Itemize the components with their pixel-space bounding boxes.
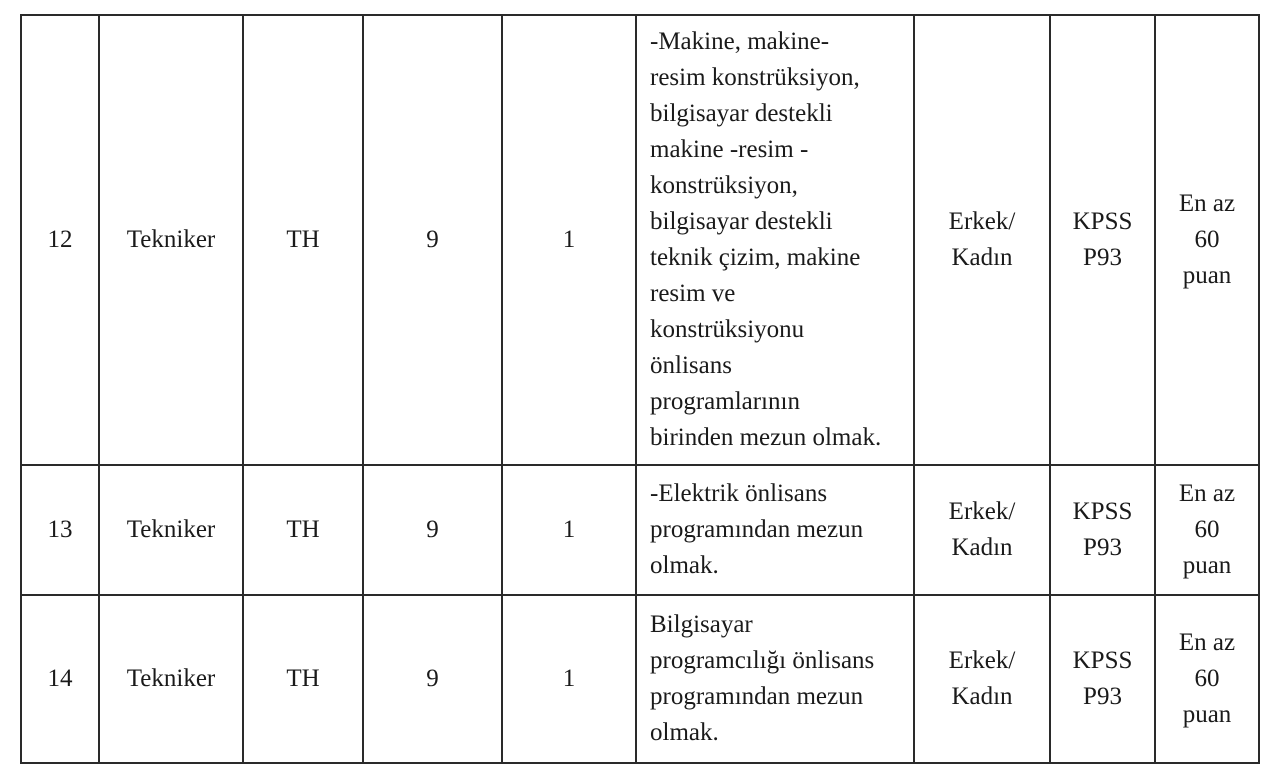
table-row [21, 595, 1259, 763]
gender-line: Kadın [951, 534, 1013, 561]
min-score-line: puan [1182, 701, 1232, 728]
class-cell: TH [243, 465, 363, 595]
min-score-cell [1155, 595, 1259, 763]
position-table [20, 14, 1260, 764]
row-number-cell: 14 [21, 595, 99, 763]
gender-cell [914, 15, 1050, 465]
exam-cell [1050, 15, 1155, 465]
grade-cell: 9 [363, 595, 502, 763]
count-cell: 1 [502, 595, 636, 763]
qualification-cell [636, 595, 914, 763]
count-cell: 1 [502, 465, 636, 595]
min-score-cell [1155, 15, 1259, 465]
table-row [21, 15, 1259, 465]
qualification-line: programcılığı önlisans [650, 647, 875, 674]
gender-cell [914, 595, 1050, 763]
qualification-line: makine -resim - [650, 136, 809, 163]
gender-line: Kadın [951, 683, 1013, 710]
qualification-line: konstrüksiyon, [650, 172, 798, 199]
exam-line: P93 [1083, 534, 1122, 561]
qualification-line: birinden mezun olmak. [650, 424, 882, 451]
gender-cell [914, 465, 1050, 595]
qualification-cell [636, 465, 914, 595]
min-score-line: puan [1182, 262, 1232, 289]
min-score-line: 60 [1194, 226, 1220, 253]
grade-cell: 9 [363, 465, 502, 595]
min-score-line: puan [1182, 552, 1232, 579]
min-score-line: En az [1178, 629, 1236, 656]
qualification-line: resim ve [650, 280, 736, 307]
exam-cell [1050, 595, 1155, 763]
qualification-line: programlarının [650, 388, 800, 415]
exam-line: KPSS [1072, 208, 1133, 235]
gender-line: Erkek/ [948, 498, 1016, 525]
exam-line: P93 [1083, 683, 1122, 710]
position-title-cell: Tekniker [99, 465, 243, 595]
qualification-line: bilgisayar destekli [650, 100, 833, 127]
min-score-line: 60 [1194, 665, 1220, 692]
exam-line: KPSS [1072, 647, 1133, 674]
gender-line: Erkek/ [948, 208, 1016, 235]
qualification-line: bilgisayar destekli [650, 208, 833, 235]
min-score-cell [1155, 465, 1259, 595]
qualification-line: olmak. [650, 719, 719, 746]
exam-line: P93 [1083, 244, 1122, 271]
min-score-line: 60 [1194, 516, 1220, 543]
position-title-cell: Tekniker [99, 595, 243, 763]
min-score-line: En az [1178, 480, 1236, 507]
grade-cell: 9 [363, 15, 502, 465]
count-cell: 1 [502, 15, 636, 465]
qualification-line: resim konstrüksiyon, [650, 64, 860, 91]
gender-line: Erkek/ [948, 647, 1016, 674]
row-number-cell: 13 [21, 465, 99, 595]
exam-cell [1050, 465, 1155, 595]
qualification-cell [636, 15, 914, 465]
qualification-line: önlisans [650, 352, 732, 379]
qualification-line: teknik çizim, makine [650, 244, 861, 271]
table-row [21, 465, 1259, 595]
min-score-line: En az [1178, 190, 1236, 217]
qualification-line: olmak. [650, 552, 719, 579]
row-number-cell: 12 [21, 15, 99, 465]
class-cell: TH [243, 595, 363, 763]
qualification-line: konstrüksiyonu [650, 316, 805, 343]
class-cell: TH [243, 15, 363, 465]
exam-line: KPSS [1072, 498, 1133, 525]
qualification-line: -Makine, makine- [650, 28, 830, 55]
qualification-line: -Elektrik önlisans [650, 480, 828, 507]
qualification-line: programından mezun [650, 516, 864, 543]
qualification-line: programından mezun [650, 683, 864, 710]
gender-line: Kadın [951, 244, 1013, 271]
qualification-line: Bilgisayar [650, 611, 753, 638]
position-title-cell: Tekniker [99, 15, 243, 465]
